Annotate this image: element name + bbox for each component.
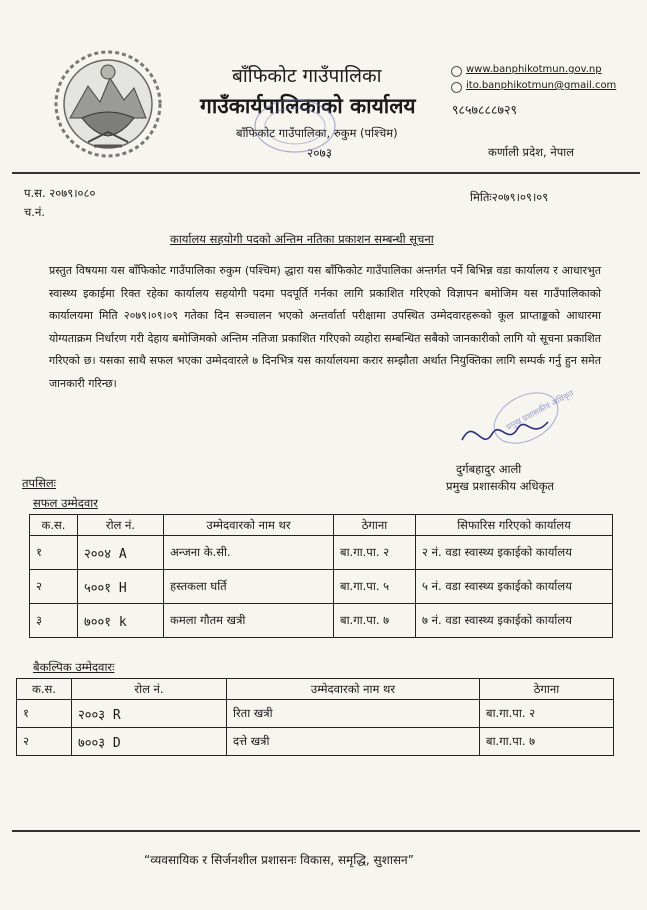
email-link[interactable]: ito.banphikotmun@gmail.com (466, 80, 617, 91)
table-row (30, 570, 613, 604)
successful-label: सफल उम्मेदवार (33, 496, 98, 510)
address-cell: बा.गा.पा. ५ (334, 570, 416, 604)
office-cell: ७ नं. वडा स्वास्थ्य इकाईको कार्यालय (416, 604, 613, 638)
address-cell: बा.गा.पा. २ (334, 536, 416, 570)
office-name: गाउँकार्यपालिकाको कार्यालय (200, 94, 416, 118)
serial-cell: १ (17, 700, 72, 728)
office-stamp (250, 96, 340, 156)
signature-stamp (452, 382, 576, 474)
table-row (30, 604, 613, 638)
roll-cell: ७००१ k (78, 604, 164, 638)
notice-body: प्रस्तुत विषयमा यस बाँफिकोट गाउँपालिका रुकुम (पश्चिम) द्धारा यस बाँफिकोट गाउँपालिका अन्तर्गत पर्ने बिभिन्न वडा कार्यालय र आधारभुत स्वास्थ्य इकाईमा रिक्त रहेका कार्यालय सहयोगी पदमा पदपूर्ति गर्नका लागि प्रकाशित गरिएको विज्ञापन बमोजिम यस गाउँपालिकाको कार्यालयमा मिति २०७९।०९।०९ गतेका दिन सञ्चालन भएको अन्तर्वार्ता परीक्षामा उपस्थित उम्मेदवारहरूको कूल प्राप्ताङ्कको आधारमा योग्यताक्रम निर्धारण गरी देहाय बमोजिमको अन्तिम नतिजा प्रकाशित गरिएको व्यहोरा सम्बन्धित सबैको जानकारीको लागि यो सूचना प्रकाशित गरिएको छ। यसका साथै सफल भएका उम्मेदवारले ७ दिनभित्र यस कार्यालयमा करार सम्झौता अर्थात नियुक्तिका लागि सम्पर्क गर्नु हुन समेत जानकारी गरिन्छ। (49, 264, 601, 390)
col-header: क.स. (17, 679, 72, 700)
municipality-name: बाँफिकोट गाउँपालिका (232, 65, 382, 87)
table-row (17, 728, 614, 756)
office-cell: २ नं. वडा स्वास्थ्य इकाईको कार्यालय (416, 536, 613, 570)
office-address: बाँफिकोट गाउँपालिका, रुकुम (पश्चिम) (236, 126, 398, 140)
globe-icon (451, 66, 462, 77)
notice-subject: कार्यालय सहयोगी पदको अन्तिम नतिका प्रकाशन सम्बन्धी सूचना (170, 232, 434, 246)
dispatch-number: च.नं. (24, 205, 45, 219)
footer-slogan: “व्यवसायिक र सिर्जनशील प्रशासनः विकास, समृद्धि, सुशासन” (144, 853, 414, 867)
table-header-row (17, 679, 614, 700)
email-icon (451, 82, 462, 93)
col-header: क.स. (30, 515, 78, 536)
name-cell: अन्जना के.सी. (164, 536, 334, 570)
office-cell: ५ नं. वडा स्वास्थ्य इकाईको कार्यालय (416, 570, 613, 604)
serial-cell: २ (17, 728, 72, 756)
serial-cell: ३ (30, 604, 78, 638)
nepal-emblem-logo (52, 48, 164, 160)
established-year: २०७३ (307, 146, 332, 160)
signatory-title: प्रमुख प्रशासकीय अधिकृत (446, 479, 554, 493)
letter-date: मितिः२०७९।०९।०९ (470, 190, 549, 204)
address-cell: बा.गा.पा. २ (480, 700, 614, 728)
col-header: सिफारिस गरिएको कार्यालय (416, 515, 613, 536)
table-row (17, 700, 614, 728)
col-header: रोल नं. (72, 679, 227, 700)
province-name: कर्णाली प्रदेश, नेपाल (488, 145, 575, 159)
roll-cell: ७००३ D (72, 728, 227, 756)
col-header: रोल नं. (78, 515, 164, 536)
name-cell: हस्तकला घर्ति (164, 570, 334, 604)
table-header-row (30, 515, 613, 536)
serial-cell: १ (30, 536, 78, 570)
successful-candidates-table (29, 514, 613, 638)
signatory-name: दुर्गबहादुर आली (456, 462, 522, 476)
name-cell: कमला गौतम खत्री (164, 604, 334, 638)
stamp-text: प्रमुख प्रशासकीय अधिकृत (504, 388, 576, 432)
alternate-candidates-table (16, 678, 614, 756)
name-cell: दत्ते खत्री (227, 728, 480, 756)
roll-cell: २००३ R (72, 700, 227, 728)
roll-cell: २००४ A (78, 536, 164, 570)
phone-number: ९८५७८८८७२९ (452, 102, 518, 117)
roll-cell: ५००१ H (78, 570, 164, 604)
table-row (30, 536, 613, 570)
footer-divider (12, 830, 640, 832)
col-header: ठेगाना (334, 515, 416, 536)
header-divider (12, 172, 640, 174)
col-header: उम्मेदवारको नाम थर (164, 515, 334, 536)
reference-number: प.स. २०७९।०८० (24, 186, 96, 200)
address-cell: बा.गा.पा. ७ (334, 604, 416, 638)
alternate-label: बैकल्पिक उम्मेदवारः (33, 660, 115, 674)
serial-cell: २ (30, 570, 78, 604)
col-header: उम्मेदवारको नाम थर (227, 679, 480, 700)
col-header: ठेगाना (480, 679, 614, 700)
website-link[interactable]: www.banphikotmun.gov.np (466, 64, 602, 75)
name-cell: रिता खत्री (227, 700, 480, 728)
address-cell: बा.गा.पा. ७ (480, 728, 614, 756)
details-label: तपसिलः (22, 476, 56, 490)
